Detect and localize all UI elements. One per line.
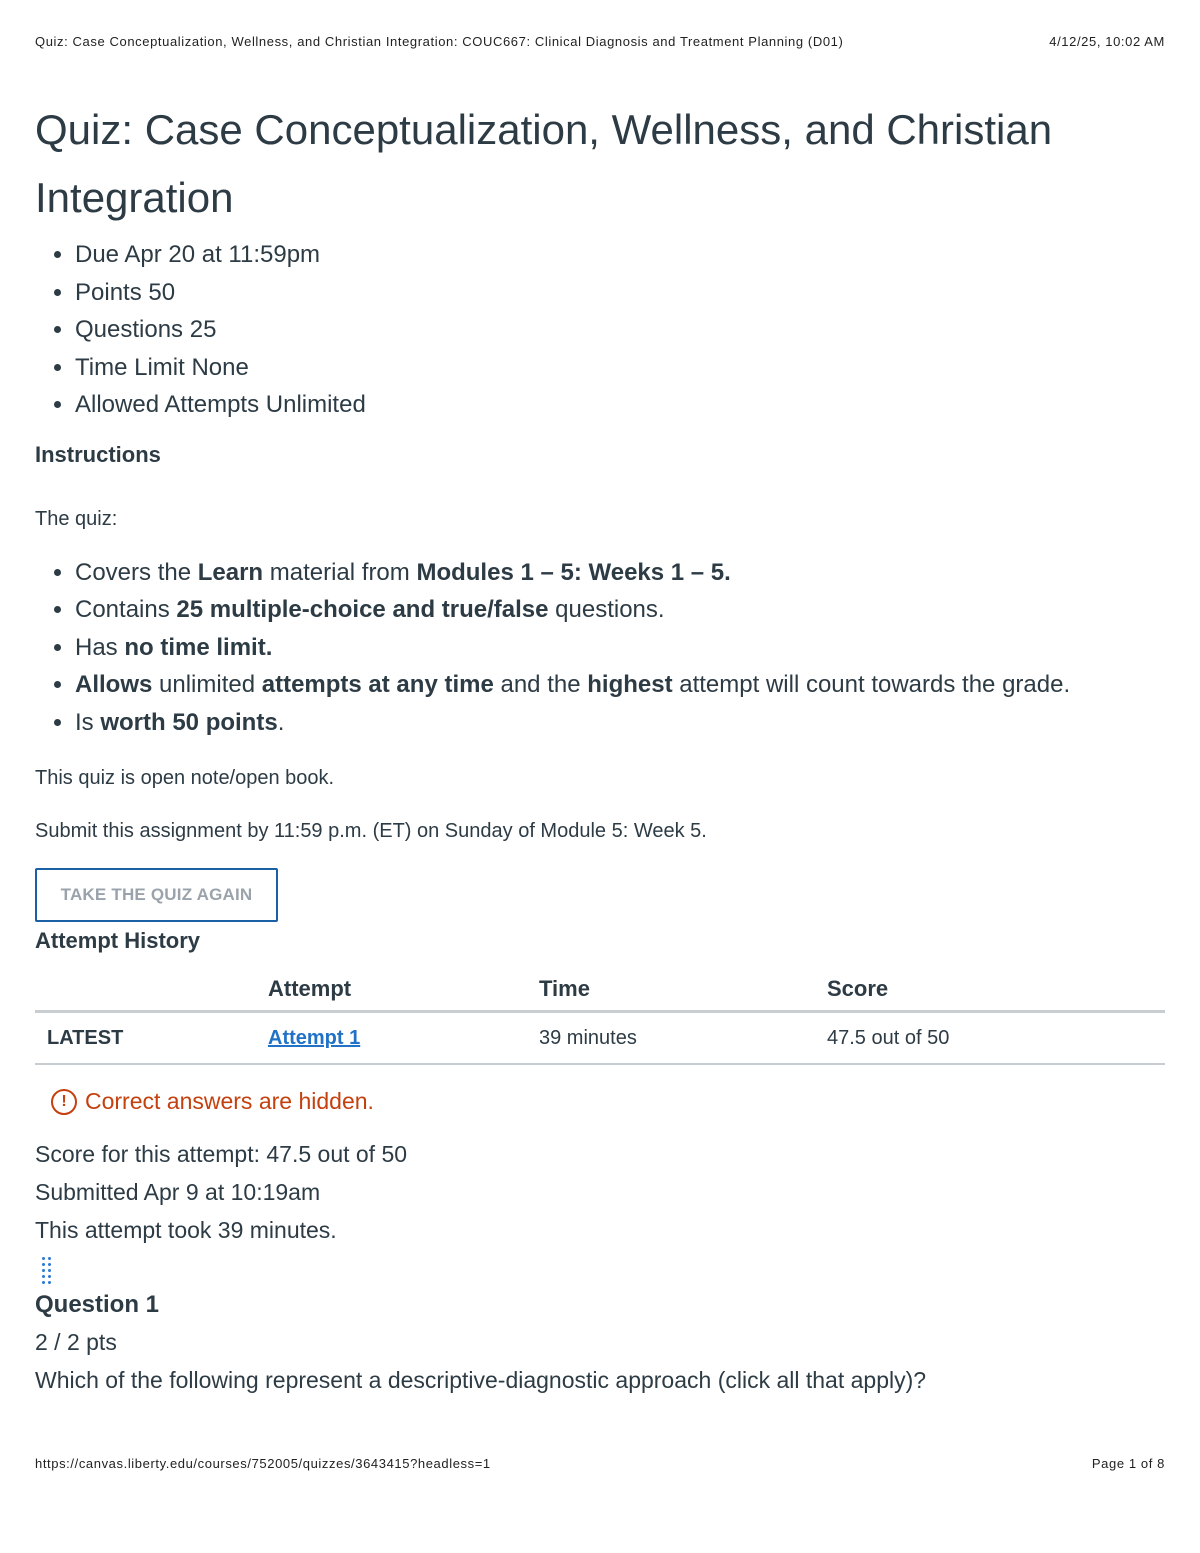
take-quiz-again-button[interactable]: TAKE THE QUIZ AGAIN [35, 868, 278, 922]
quiz-meta-list [35, 236, 1165, 424]
instruction-item: • Allows unlimited attempts at any time and the highest attempt will count towards the grade. [75, 666, 1165, 704]
column-header-attempt: Attempt [256, 968, 527, 1012]
meta-due: • Due Apr 20 at 11:59pm [75, 236, 1165, 274]
meta-points: • Points 50 [75, 274, 1165, 312]
drag-handle-icon[interactable] [35, 1253, 59, 1285]
instructions-heading: Instructions [35, 441, 161, 467]
correct-answers-hidden-notice [51, 1087, 1165, 1115]
question-title: Question 1 [35, 1291, 160, 1319]
question-text: Which of the following represent a descriptive-diagnostic approach (click all that apply)? [35, 1367, 927, 1394]
print-footer-url: https://canvas.liberty.edu/courses/752005/quizzes/3643415?headless=1 [35, 1456, 491, 1471]
meta-allowed-attempts: • Allowed Attempts Unlimited [75, 386, 1165, 424]
instruction-item: • Has no time limit. [75, 629, 1165, 667]
attempt-summary [35, 1135, 1165, 1249]
alert-circle-icon: ! [51, 1089, 77, 1115]
quiz-content [35, 96, 1165, 1399]
attempt-duration: This attempt took 39 minutes. [35, 1217, 337, 1244]
print-header-timestamp: 4/12/25, 10:02 AM [1049, 34, 1165, 49]
latest-label: LATEST [35, 1012, 256, 1065]
submit-by-text: Submit this assignment by 11:59 p.m. (ET) on Sunday of Module 5: Week 5. [35, 820, 707, 843]
notice-text: Correct answers are hidden. [85, 1087, 374, 1114]
instructions-list [35, 554, 1165, 742]
table-header-row [35, 968, 1165, 1012]
meta-questions: • Questions 25 [75, 311, 1165, 349]
attempt-cell [256, 1012, 527, 1065]
column-header-time: Time [527, 968, 815, 1012]
attempt-1-link[interactable]: Attempt 1 [268, 1026, 361, 1049]
table-row [35, 1012, 1165, 1065]
attempt-score: 47.5 out of 50 [815, 1012, 1165, 1065]
submitted-date: Submitted Apr 9 at 10:19am [35, 1179, 321, 1206]
open-note-text: This quiz is open note/open book. [35, 767, 335, 790]
meta-time-limit: • Time Limit None [75, 349, 1165, 387]
instructions-intro: The quiz: [35, 507, 118, 530]
print-header-title: Quiz: Case Conceptualization, Wellness, and Christian Integration: COUC667: Clinical Diagnosis and Treatment Planning (D01) [35, 34, 844, 49]
instruction-item: • Is worth 50 points. [75, 704, 1165, 742]
print-footer-page: Page 1 of 8 [1091, 1456, 1165, 1471]
column-header-label [35, 968, 256, 1012]
attempt-time: 39 minutes [527, 1012, 815, 1065]
attempt-history-heading: Attempt History [35, 928, 201, 954]
instruction-item: • Contains 25 multiple-choice and true/false questions. [75, 591, 1165, 629]
print-header [35, 34, 1165, 49]
column-header-score: Score [815, 968, 1165, 1012]
attempt-history-table [35, 968, 1165, 1065]
print-footer [35, 1456, 1165, 1471]
score-for-attempt: Score for this attempt: 47.5 out of 50 [35, 1141, 408, 1168]
instruction-item: • Covers the Learn material from Modules 1 – 5: Weeks 1 – 5. [75, 554, 1165, 592]
question-points: 2 / 2 pts [35, 1329, 117, 1356]
page-title: Quiz: Case Conceptualization, Wellness, and Christian Integration [35, 106, 1053, 221]
